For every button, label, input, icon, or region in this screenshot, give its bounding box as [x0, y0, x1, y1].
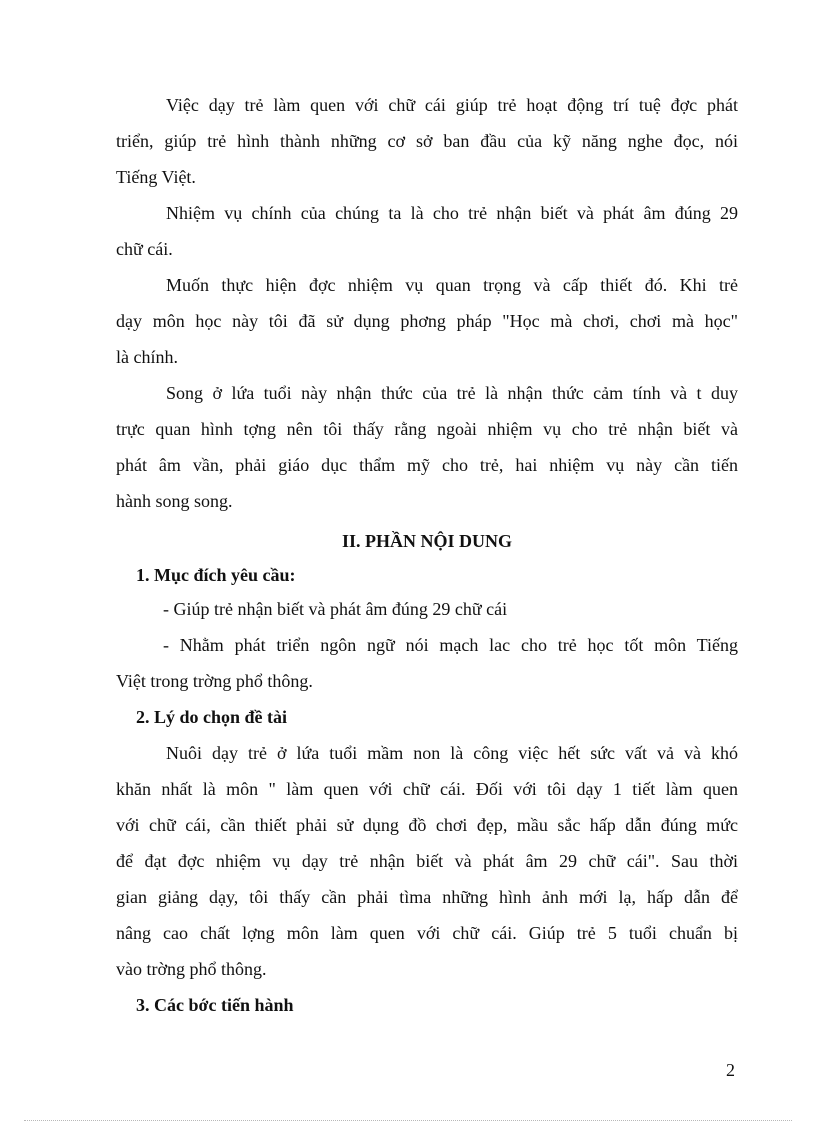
paragraph-line: phát âm vần, phải giáo dục thẩm mỹ cho trẻ, hai nhiệm vụ này cần tiến [116, 455, 738, 475]
paragraph-line: Nhiệm vụ chính của chúng ta là cho trẻ nhận biết và phát âm đúng 29 [166, 203, 738, 223]
paragraph-line: là chính. [116, 347, 178, 367]
paragraph-line: trực quan hình tợng nên tôi thấy rằng ngoài nhiệm vụ cho trẻ nhận biết và [116, 419, 738, 439]
paragraph-line: hành song song. [116, 491, 233, 511]
paragraph-line: dạy môn học này tôi đã sử dụng phơng pháp "Học mà chơi, chơi mà học" [116, 311, 738, 331]
subsection-title-2: 2. Lý do chọn đề tài [136, 707, 288, 727]
paragraph-line: Nuôi dạy trẻ ở lứa tuổi mầm non là công việc hết sức vất vả và khó [166, 743, 738, 763]
paragraph-line: Muốn thực hiện đợc nhiệm vụ quan trọng và cấp thiết đó. Khi trẻ [166, 275, 738, 295]
paragraph-line: chữ cái. [116, 239, 173, 259]
subsection-title-1: 1. Mục đích yêu cầu: [136, 565, 296, 585]
paragraph-line: Việc dạy trẻ làm quen với chữ cái giúp trẻ hoạt động trí tuệ đợc phát [166, 95, 738, 115]
page-number: 2 [726, 1060, 735, 1080]
list-item: - Giúp trẻ nhận biết và phát âm đúng 29 chữ cái [163, 599, 508, 619]
paragraph-line: khăn nhất là môn " làm quen với chữ cái. Đối với tôi dạy 1 tiết làm quen [116, 779, 738, 799]
paragraph-line: gian giảng dạy, tôi thấy cần phải tìma những hình ảnh mới lạ, hấp dẫn để [116, 887, 738, 907]
paragraph-line: Tiếng Việt. [116, 167, 196, 187]
list-item-continuation: Việt trong trờng phổ thông. [116, 671, 313, 691]
list-item: - Nhằm phát triển ngôn ngữ nói mạch lac cho trẻ học tốt môn Tiếng [163, 635, 738, 655]
paragraph-line: Song ở lứa tuổi này nhận thức của trẻ là nhận thức cảm tính và t duy [166, 383, 738, 403]
paragraph-line: nâng cao chất lợng môn làm quen với chữ cái. Giúp trẻ 5 tuổi chuẩn bị [116, 923, 738, 943]
paragraph-line: triển, giúp trẻ hình thành những cơ sở ban đầu của kỹ năng nghe đọc, nói [116, 131, 738, 151]
paragraph-line: với chữ cái, cần thiết phải sử dụng đồ chơi đẹp, mầu sắc hấp dẫn đúng mức [116, 815, 738, 835]
page-bottom-divider [24, 1120, 792, 1121]
subsection-title-3: 3. Các bớc tiến hành [136, 995, 294, 1015]
section-heading: II. PHẦN NỘI DUNG [341, 531, 512, 551]
paragraph-line: vào trờng phổ thông. [116, 959, 267, 979]
paragraph-line: để đạt đợc nhiệm vụ dạy trẻ nhận biết và phát âm 29 chữ cái". Sau thời [116, 851, 738, 871]
